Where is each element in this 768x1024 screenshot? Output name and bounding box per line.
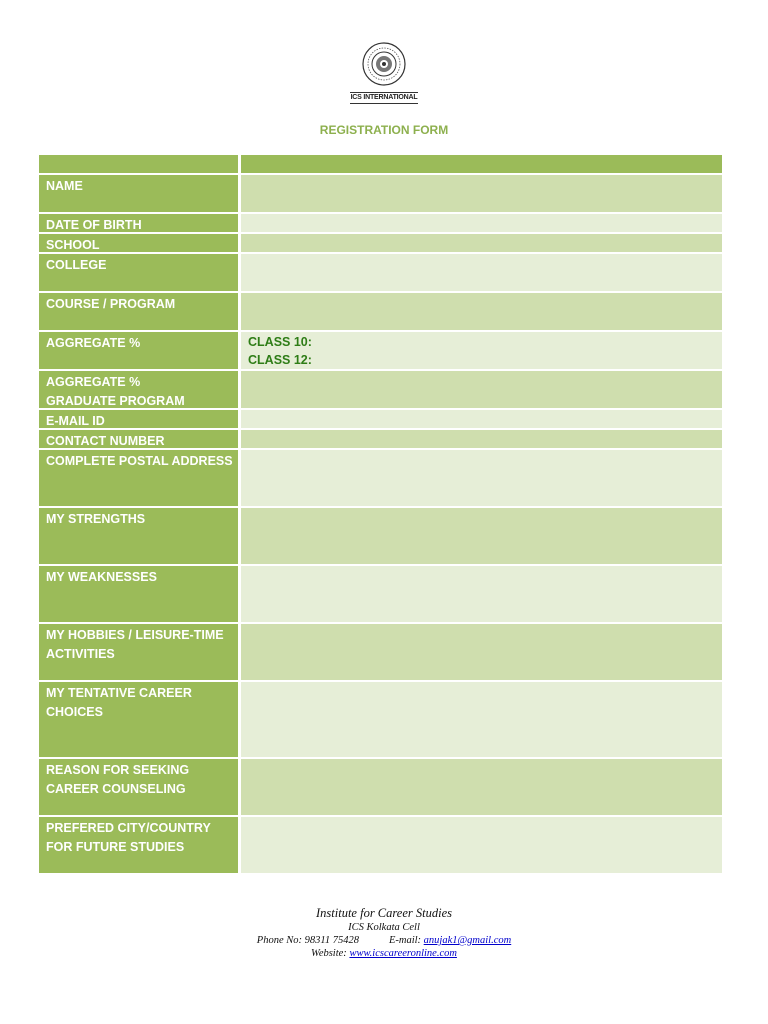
row-weaknesses: [39, 566, 722, 622]
ics-seal-icon: [362, 42, 406, 86]
email-field[interactable]: [241, 410, 722, 428]
registration-table: [39, 155, 722, 875]
row-label: COLLEGE: [39, 254, 238, 291]
footer-website-line: [0, 947, 768, 960]
logo-rule-bottom: [350, 103, 418, 104]
contact-number-field[interactable]: [241, 430, 722, 448]
row-label: [39, 371, 238, 408]
header-label-cell: [39, 155, 238, 173]
row-label: [39, 759, 238, 815]
career-choices-field[interactable]: [241, 682, 722, 757]
row-label-line: PREFERED CITY/COUNTRY: [46, 821, 211, 835]
footer-cell: ICS Kolkata Cell: [348, 922, 420, 933]
row-label-line: CHOICES: [46, 705, 103, 719]
aggregate-graduate-field[interactable]: [241, 371, 722, 408]
row-strengths: [39, 508, 722, 564]
preferred-city-field[interactable]: [241, 817, 722, 873]
class-12-label: CLASS 12:: [248, 353, 312, 367]
row-counseling-reason: [39, 759, 722, 815]
row-email: [39, 410, 722, 428]
row-name: [39, 175, 722, 212]
counseling-reason-field[interactable]: [241, 759, 722, 815]
row-label: [39, 817, 238, 873]
logo-text: ICS INTERNATIONAL: [350, 94, 418, 101]
footer: [0, 906, 768, 960]
row-label-line: CAREER COUNSELING: [46, 782, 186, 796]
row-contact-number: [39, 430, 722, 448]
row-label: MY WEAKNESSES: [39, 566, 238, 622]
row-label: DATE OF BIRTH: [39, 214, 238, 232]
row-date-of-birth: [39, 214, 722, 232]
row-label: COURSE / PROGRAM: [39, 293, 238, 330]
row-label: AGGREGATE %: [39, 332, 238, 369]
aggregate-field[interactable]: [241, 332, 722, 369]
ics-logo: [346, 42, 422, 108]
hobbies-field[interactable]: [241, 624, 722, 680]
footer-contact-line: [0, 934, 768, 947]
row-label: NAME: [39, 175, 238, 212]
row-label: SCHOOL: [39, 234, 238, 252]
row-label-line: MY TENTATIVE CAREER: [46, 686, 192, 700]
footer-website-label: Website:: [311, 948, 347, 959]
footer-website-link[interactable]: www.icscareeronline.com: [349, 948, 457, 959]
row-label: CONTACT NUMBER: [39, 430, 238, 448]
row-college: [39, 254, 722, 291]
form-title: REGISTRATION FORM: [319, 123, 449, 137]
row-preferred-city: [39, 817, 722, 873]
row-label: COMPLETE POSTAL ADDRESS: [39, 450, 238, 506]
row-label: E-MAIL ID: [39, 410, 238, 428]
row-label-line: AGGREGATE %: [46, 375, 141, 389]
logo-rule-top: [350, 92, 418, 93]
table-header-row: [39, 155, 722, 173]
row-label: [39, 682, 238, 757]
row-hobbies: [39, 624, 722, 680]
postal-address-field[interactable]: [241, 450, 722, 506]
row-label-line: GRADUATE PROGRAM: [46, 394, 185, 408]
row-label-line: MY HOBBIES / LEISURE-TIME: [46, 628, 224, 642]
school-field[interactable]: [241, 234, 722, 252]
row-postal-address: [39, 450, 722, 506]
course-program-field[interactable]: [241, 293, 722, 330]
row-course-program: [39, 293, 722, 330]
strengths-field[interactable]: [241, 508, 722, 564]
row-career-choices: [39, 682, 722, 757]
row-label-line: ACTIVITIES: [46, 647, 115, 661]
row-label: MY STRENGTHS: [39, 508, 238, 564]
row-label: [39, 624, 238, 680]
footer-email-label: E-mail:: [388, 935, 422, 946]
footer-phone: Phone No: 98311 75428: [256, 935, 359, 946]
header-value-cell: [241, 155, 722, 173]
row-label-line: FOR FUTURE STUDIES: [46, 840, 185, 854]
date-of-birth-field[interactable]: [241, 214, 722, 232]
row-aggregate-graduate: [39, 371, 722, 408]
footer-email-link[interactable]: anujak1@gmail.com: [423, 935, 512, 946]
row-label-line: REASON FOR SEEKING: [46, 763, 190, 777]
college-field[interactable]: [241, 254, 722, 291]
name-field[interactable]: [241, 175, 722, 212]
footer-institute: Institute for Career Studies: [316, 906, 452, 920]
row-aggregate: [39, 332, 722, 369]
row-school: [39, 234, 722, 252]
weaknesses-field[interactable]: [241, 566, 722, 622]
class-10-label: CLASS 10:: [248, 335, 312, 349]
